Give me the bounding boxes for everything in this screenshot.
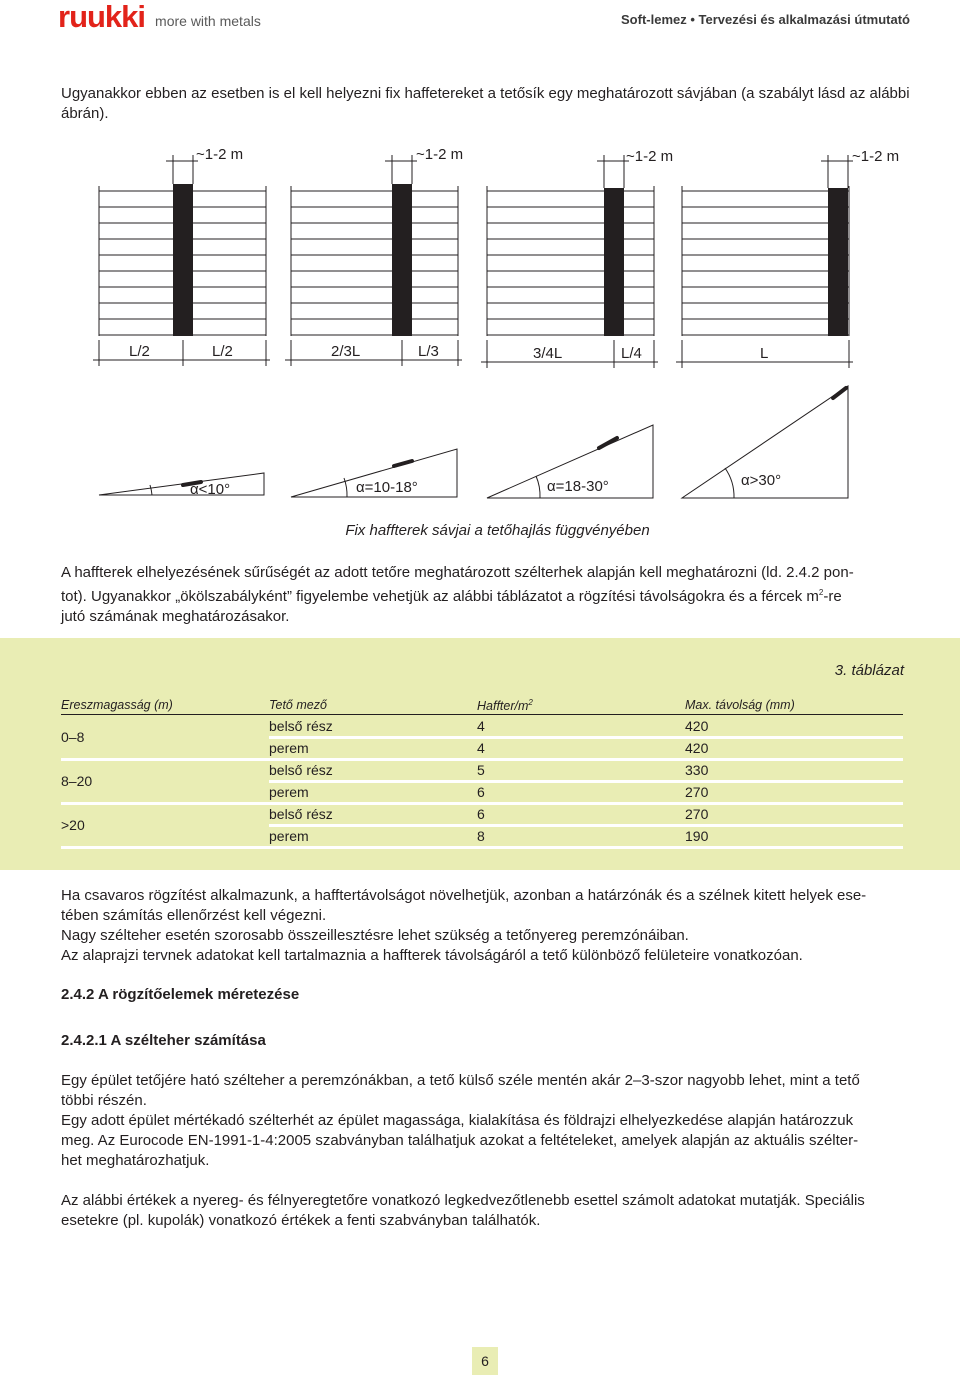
density-line-1: A haffterek elhelyezésének sűrűségét az adott tetőre meghatározott szélterhek alapján kell meghatározni (ld. 2.4.2 pon- (61, 564, 854, 581)
roof-panel-4 (682, 186, 849, 336)
density-paragraph (61, 563, 931, 627)
row-1-count: 4 (477, 718, 485, 734)
fix-band-1 (173, 184, 193, 336)
angle-label-4: α>30° (741, 472, 782, 489)
row-6-dist: 190 (685, 828, 709, 844)
row-1-zone: belső rész (269, 718, 333, 734)
row-4-dist: 270 (685, 784, 709, 800)
section-heading-2-4-2: 2.4.2 A rögzítőelemek méretezése (61, 986, 300, 1003)
row-separator (269, 824, 903, 827)
fix-band-4 (828, 188, 848, 336)
dim-label-3-4l: 3/4L (533, 345, 563, 362)
header-roof-field: Tető mező (269, 698, 327, 712)
dim-label-2-3l: 2/3L (331, 343, 361, 360)
row-3-zone: belső rész (269, 762, 333, 778)
text-line: esetekre (pl. kupolák) vonatkozó értékek a fenti szabványban találhatók. (61, 1212, 541, 1229)
top-label-3: ~1-2 m (626, 148, 674, 165)
brand-tagline: more with metals (155, 13, 261, 29)
ruukki-logo (58, 0, 261, 34)
top-label-4: ~1-2 m (852, 148, 900, 165)
group-label-over-20: >20 (61, 817, 85, 833)
row-5-count: 6 (477, 806, 485, 822)
group-separator (61, 802, 903, 805)
row-3-dist: 330 (685, 762, 709, 778)
group-separator (61, 758, 903, 761)
diagram-caption: Fix haffterek sávjai a tetőhajlás függvényében (345, 522, 650, 539)
table-title: 3. táblázat (834, 662, 904, 679)
row-2-zone: perem (269, 740, 309, 756)
row-separator (269, 736, 903, 739)
page-number: 6 (472, 1347, 498, 1375)
text-line: Ha csavaros rögzítést alkalmazunk, a hafftertávolságot növelhetjük, azonban a határzónák és a szélnek kitett helyek ese- (61, 887, 867, 904)
group-label-0-8: 0–8 (61, 729, 85, 745)
row-2-dist: 420 (685, 740, 709, 756)
row-4-count: 6 (477, 784, 485, 800)
text-line: Egy adott épület mértékadó szélterhét az épület magassága, kialakítása és földrajzi elhelyezkedése alapján határozzuk (61, 1112, 854, 1129)
text-line: tében számítás ellenőrzést kell végezni. (61, 907, 327, 924)
text-line: Az alaprajzi tervnek adatokat kell tartalmaznia a haffterek távolságáról a tető különböző felületeire vonatkozóan. (61, 947, 803, 964)
table-bottom-rule (61, 846, 903, 849)
top-label-2: ~1-2 m (416, 146, 464, 163)
row-1-dist: 420 (685, 718, 709, 734)
wind-load-paragraph (61, 1071, 931, 1171)
row-4-zone: perem (269, 784, 309, 800)
group-label-8-20: 8–20 (61, 773, 93, 789)
document-title: Soft-lemez • Tervezési és alkalmazási útmutató (621, 12, 910, 27)
header-max-distance: Max. távolság (mm) (685, 698, 795, 712)
haffter-band-diagram (0, 130, 960, 550)
section-heading-2-4-2-1: 2.4.2.1 A szélteher számítása (61, 1032, 266, 1049)
row-3-count: 5 (477, 762, 485, 778)
roof-panel-3 (487, 186, 654, 336)
slope-band-3 (599, 438, 617, 448)
values-paragraph (61, 1191, 931, 1231)
density-line-2: tot). Ugyanakkor „ökölszabályként” figyelembe vehetjük az alábbi táblázatot a rögzítési távolságokra és a fércek $m^2-re$ (61, 588, 842, 605)
text-line: Egy épület tetőjére ható szélteher a peremzónákban, a tető külső széle mentén akár 2–3-szor nagyobb lehet, mint a tető (61, 1072, 860, 1089)
text-line: Nagy szélteher esetén szorosabb összeillesztésre lehet szükség a tetőnyereg peremzónáiban. (61, 927, 689, 944)
dim-label-l4: L/4 (621, 345, 642, 362)
angle-label-2: α=10-18° (356, 479, 418, 496)
header-eaves-height: Ereszmagasság (m) (61, 698, 173, 712)
dim-label-l2-a: L/2 (129, 343, 150, 360)
fix-band-3 (604, 188, 624, 336)
text-line: Az alábbi értékek a nyereg- és félnyeregtetőre vonatkozó legkedvezőtlenebb esettel számolt adatokat mutatják. Speciális (61, 1192, 865, 1209)
dim-label-l3: L/3 (418, 343, 439, 360)
row-5-dist: 270 (685, 806, 709, 822)
brand-wordmark: ruukki (58, 0, 146, 34)
screw-fixing-paragraph (61, 886, 931, 966)
angle-label-1: α<10° (190, 481, 231, 498)
row-separator (269, 780, 903, 783)
row-6-count: 8 (477, 828, 485, 844)
slope-band-2 (394, 461, 412, 466)
dim-label-l2-b: L/2 (212, 343, 233, 360)
intro-paragraph: Ugyanakkor ebben az esetben is el kell helyezni fix haffetereket a tetősík egy meghatározott sávjában (a szabályt lásd az alábbi ábrán). (61, 85, 910, 122)
dim-label-l: L (760, 345, 769, 362)
angle-label-3: α=18-30° (547, 478, 609, 495)
text-line: het meghatározhatjuk. (61, 1152, 210, 1169)
row-5-zone: belső rész (269, 806, 333, 822)
top-label-1: ~1-2 m (196, 146, 244, 163)
row-6-zone: perem (269, 828, 309, 844)
text-line: meg. Az Eurocode EN-1991-1-4:2005 szabványban találhatjuk azokat a feltételeket, amelyek alapján az aktuális szélter- (61, 1132, 859, 1149)
density-line-3: jutó számának meghatározásakor. (61, 608, 290, 625)
slope-band-4 (833, 388, 846, 398)
text-line: többi részén. (61, 1092, 147, 1109)
fix-band-2 (392, 184, 412, 336)
header-fastener-count: Haffter/$m^2$ (477, 698, 533, 714)
table-rule (61, 714, 903, 715)
roof-panel-2 (291, 186, 458, 336)
row-2-count: 4 (477, 740, 485, 756)
